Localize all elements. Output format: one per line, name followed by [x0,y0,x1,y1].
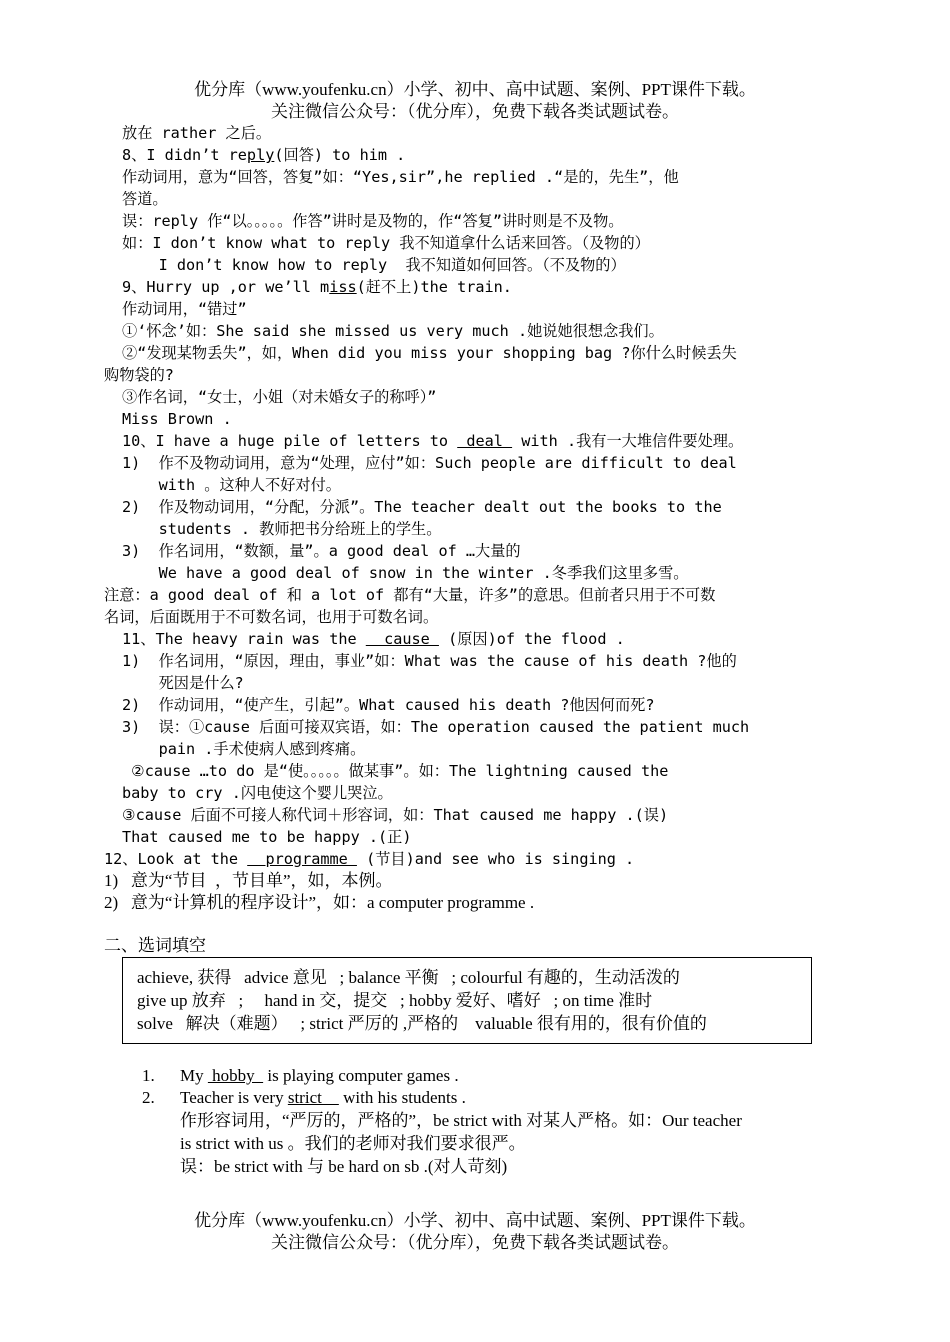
ex1-post: is playing computer games . [263,1066,459,1085]
word-bank-box [122,957,812,1044]
exercise-1-number: 1. [142,1066,155,1085]
q11-post: (原因)of the flood . [438,630,625,648]
q8-line: 答道。 [122,190,168,208]
q11-line: 3) 误：①cause 后面可接双宾语，如：The operation caused the patient much [122,718,750,736]
q11-pre: 11、The heavy rain was the [122,630,366,648]
q11-line: ②cause …to do 是“使。。。。。做某事”。如：The lightning caused the [122,762,669,780]
q9-line: ②“发现某物丢失”，如，When did you miss your shopping bag ?你什么时候丢失 [122,344,737,362]
header-line-2: 关注微信公众号：（优分库），免费下载各类试题试卷。 [271,102,679,121]
question-9 [122,276,512,298]
q8-answer: ply [246,146,275,164]
question-11 [122,628,625,650]
note-line: 名词，后面既用于不可数名词，也用于可数名词。 [104,608,439,626]
q11-line: pain .手术使病人感到疼痛。 [122,740,366,758]
q11-line: ③cause 后面不可接人称代词＋形容词，如：That caused me happy .(误) [122,806,669,824]
q9-post: (赶不上)the train. [356,278,512,296]
q10-line: 2) 作及物动词用，“分配，分派”。The teacher dealt out the books to the [122,498,722,516]
word-bank-row: give up 放弃 ; hand in 交，提交 ; hobby 爱好、嗜好 ; on time 准时 [137,991,653,1010]
q8-pre: 8、I didn’t re [122,146,247,164]
q9-line: ①‘怀念’如：She said she missed us very much .她说她很想念我们。 [122,322,664,340]
question-12 [104,848,634,870]
ex2-post: with his students . [338,1088,466,1107]
q11-line: 1) 作名词用，“原因，理由，事业”如：What was the cause of his death ?他的 [122,652,737,670]
q10-line: 3) 作名词用，“数额，量”。a good deal of …大量的 [122,542,521,560]
q9-line: ③作名词，“女士，小姐（对未婚女子的称呼）” [122,388,437,406]
ex2-pre: Teacher is very [180,1088,288,1107]
question-8 [122,144,405,166]
ex1-answer: hobby [207,1066,264,1085]
exercise-1 [180,1065,459,1087]
section-title: 二、选词填空 [104,936,206,955]
text-line: 放在 rather 之后。 [122,124,272,142]
q9-line: 购物袋的? [104,366,174,384]
header-line-1: 优分库（www.youfenku.cn）小学、初中、高中试题、案例、PPT课件下载。 [194,80,756,99]
q12-answer: programme [247,850,357,868]
q8-line: I don’t know how to reply 我不知道如何回答。（不及物的） [122,256,626,274]
q10-line: We have a good deal of snow in the winter .冬季我们这里多雪。 [122,564,689,582]
q11-line: 2) 作动词用，“使产生，引起”。What caused his death ?他因何而死? [122,696,655,714]
q9-line: 作动词用，“错过” [122,300,247,318]
q10-line: students . 教师把书分给班上的学生。 [122,520,442,538]
footer-line-2: 关注微信公众号：（优分库），免费下载各类试题试卷。 [271,1233,679,1252]
q8-line: 误：reply 作“以。。。。。作答”讲时是及物的，作“答复”讲时则是不及物。 [122,212,624,230]
q9-answer: iss [329,278,357,296]
footer-line-1: 优分库（www.youfenku.cn）小学、初中、高中试题、案例、PPT课件下载。 [194,1211,756,1230]
ex2-line: is strict with us 。我们的老师对我们要求很严。 [180,1134,526,1153]
q10-post: with .我有一大堆信件要处理。 [512,432,744,450]
q10-answer: deal [457,432,513,450]
q8-post: (回答) to him . [274,146,406,164]
ex2-line: 误：be strict with 与 be hard on sb .(对人苛刻) [180,1157,508,1176]
q12-line: 1) 意为“节目 ，节目单”，如，本例。 [104,871,393,890]
q12-post: (节目)and see who is singing . [356,850,635,868]
word-bank-row: solve 解决（难题） ; strict 严厉的 ,严格的 valuable 很有用的，很有价值的 [137,1014,707,1033]
q12-pre: 12、Look at the [104,850,248,868]
exercise-2-number: 2. [142,1088,155,1107]
q10-line: 1) 作不及物动词用，意为“处理，应付”如：Such people are difficult to deal [122,454,737,472]
question-10 [122,430,743,452]
q8-line: 如：I don’t know what to reply 我不知道拿什么话来回答。（及物的） [122,234,650,252]
q10-pre: 10、I have a huge pile of letters to [122,432,458,450]
exercise-2 [180,1087,466,1109]
q8-line: 作动词用，意为“回答，答复”如：“Yes,sir”,he replied .“是的，先生”，他 [122,168,679,186]
note-line: 注意：a good deal of 和 a lot of 都有“大量，许多”的意思。但前者只用于不可数 [104,586,716,604]
q11-line: baby to cry .闪电使这个婴儿哭泣。 [122,784,393,802]
q12-line: 2) 意为“计算机的程序设计”，如：a computer programme . [104,893,535,912]
ex2-answer: strict [287,1088,339,1107]
word-bank-row: achieve, 获得 advice 意见 ; balance 平衡 ; colourful 有趣的，生动活泼的 [137,968,680,987]
q11-line: 死因是什么? [122,674,244,692]
q9-pre: 9、Hurry up ,or we’ll m [122,278,330,296]
q10-line: with 。这种人不好对付。 [122,476,341,494]
ex1-pre: My [180,1066,208,1085]
q11-line: That caused me to be happy .(正) [122,828,412,846]
ex2-line: 作形容词用，“严厉的，严格的”，be strict with 对某人严格。如：Our teacher [180,1111,742,1130]
q9-line: Miss Brown . [122,410,232,428]
q11-answer: cause [365,630,439,648]
